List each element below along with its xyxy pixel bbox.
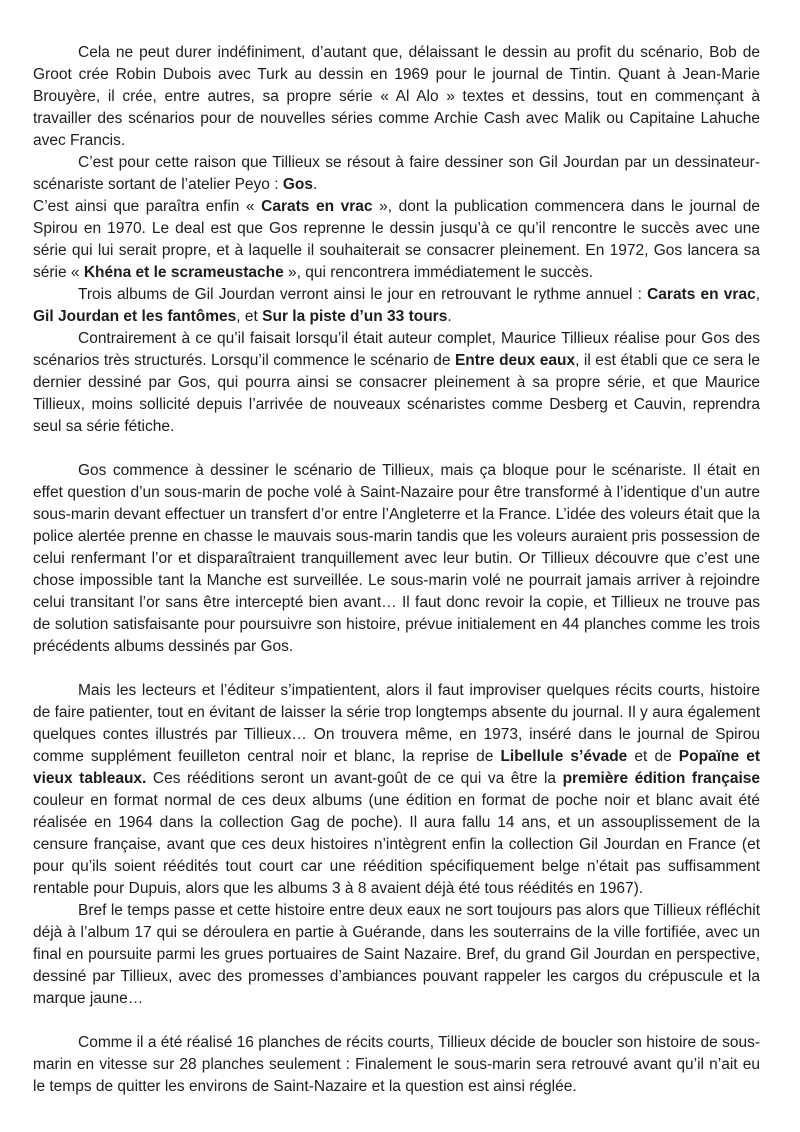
bold-text: Gos [282,176,314,193]
bold-text: Khéna et le scrameustache [83,264,284,281]
bold-text: Carats en vrac [261,198,373,215]
bold-text: Sur la piste d’un 33 tours [262,308,448,325]
bold-text: Entre deux eaux [454,352,576,369]
paragraph-8: Bref le temps passe et cette histoire entre deux eaux ne sort toujours pas alors que Tillieux réfléchit déjà à l’album 17 qui se déroulera en partie à Guérande, dans les souterrains de la ville fortifiée, avec un final en poursuite parmi les grues portuaires de Saint Nazaire. Bref, du grand Gil Jourdan en perspective, dessiné par Tillieux, avec des promesses d’ambiances pouvant rappeler les cargos du crépuscule et la marque jaune… [33,902,760,1007]
paragraph-2: C’est pour cette raison que Tillieux se résout à faire dessiner son Gil Jourdan par un dessinateur-scénariste sortant de l’atelier Peyo : Gos. [33,154,760,193]
bold-text: Libellule s’évade [500,748,628,765]
bold-text: première édition française [562,770,760,787]
paragraph-7: Mais les lecteurs et l’éditeur s’impatientent, alors il faut improviser quelques récits courts, histoire de faire patienter, tout en évitant de laisser la série trop longtemps absente du journal. Il y aura également quelques contes illustrés par Tillieux… On trouvera même, en 1973, inséré dans le journal de Spirou comme supplément feuilleton central noir et blanc, la reprise de Libellule s’évade et de Popaïne et vieux tableaux. Ces rééditions seront un avant-goût de ce qui va être la première édition française couleur en format normal de ces deux albums (une édition en format de poche noir et blanc avait été réalisée en 1964 dans la collection Gag de poche). Il aura fallu 14 ans, et un assouplissement de la censure française, avant que ces deux histoires n’intègrent enfin la collection Gil Jourdan en France (et pour qu’ils soient réédités tout court car une réédition spécifiquement belge n’était pas suffisamment rentable pour Dupuis, alors que les albums 3 à 8 avaient déjà été tous réédités en 1967). [33,682,760,897]
bold-text: Popaïne et vieux tableaux. [33,748,760,787]
paragraph-4: Trois albums de Gil Jourdan verront ainsi le jour en retrouvant le rythme annuel : Carats en vrac, Gil Jourdan et les fantômes, et Sur la piste d’un 33 tours. [33,286,760,325]
document-page [33,42,760,1098]
bold-text: Gil Jourdan et les fantômes [33,308,237,325]
paragraph-3: C’est ainsi que paraîtra enfin « Carats en vrac », dont la publication commencera dans le journal de Spirou en 1970. Le deal est que Gos reprenne le dessin jusqu’à ce qu’il rencontre le succès avec une série qui lui serait propre, et à laquelle il souhaiterait se consacrer pleinement. En 1972, Gos lancera sa série « Khéna et le scrameustache », qui rencontrera immédiatement le succès. [33,198,761,281]
paragraph-5: Contrairement à ce qu’il faisait lorsqu’il était auteur complet, Maurice Tillieux réalise pour Gos des scénarios très structurés. Lorsqu’il commence le scénario de Entre deux eaux, il est établi que ce sera le dernier dessiné par Gos, qui pourra ainsi se consacrer pleinement à sa propre série, et que Maurice Tillieux, moins sollicité depuis l’arrivée de nouveaux scénaristes comme Desberg et Cauvin, reprendra seul sa série fétiche. [33,330,760,435]
bold-text: Carats en vrac [647,286,756,303]
paragraph-6: Gos commence à dessiner le scénario de Tillieux, mais ça bloque pour le scénariste. Il était en effet question d’un sous-marin de poche volé à Saint-Nazaire pour être transformé à l’identique d’un autre sous-marin devant effectuer un transfert d’or entre l’Angleterre et la France. L’idée des voleurs était que la police alertée prenne en chasse le mauvais sous-marin tandis que les voleurs auraient pris possession de celui renfermant l’or et disparaîtraient tranquillement avec leur butin. Or Tillieux découvre que c’est une chose impossible tant la Manche est surveillée. Le sous-marin volé ne pourrait jamais arriver à rejoindre celui transitant l’or sans être intercepté bien avant… Il faut donc revoir la copie, et Tillieux ne trouve pas de solution satisfaisante pour poursuivre son histoire, prévue initialement en 44 planches comme les trois précédents albums dessinés par Gos. [33,462,760,655]
paragraph-9: Comme il a été réalisé 16 planches de récits courts, Tillieux décide de boucler son histoire de sous-marin en vitesse sur 28 planches seulement : Finalement le sous-marin sera retrouvé avant qu’il n’ait eu le temps de quitter les environs de Saint-Nazaire et la question est ainsi réglée. [33,1034,760,1095]
paragraph-1: Cela ne peut durer indéfiniment, d’autant que, délaissant le dessin au profit du scénario, Bob de Groot crée Robin Dubois avec Turk au dessin en 1969 pour le journal de Tintin. Quant à Jean-Marie Brouyère, il crée, entre autres, sa propre série « Al Alo » textes et dessins, tout en commençant à travailler des scénarios pour de nouvelles séries comme Archie Cash avec Malik ou Capitaine Lahuche avec Francis. [33,44,760,149]
